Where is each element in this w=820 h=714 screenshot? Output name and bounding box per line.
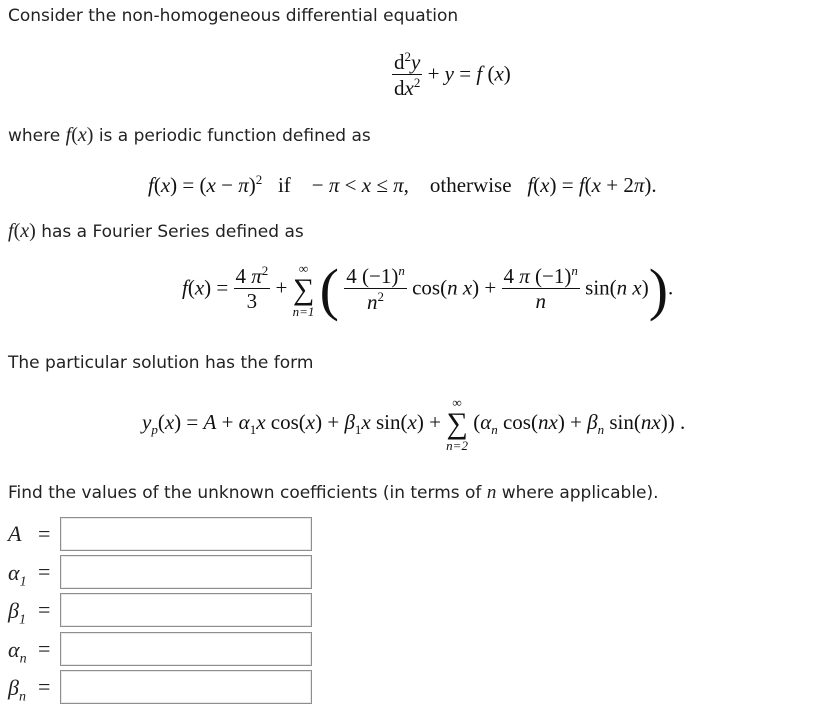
fourier-line: f(x) has a Fourier Series defined as <box>8 220 304 242</box>
answer-alpha1-input[interactable] <box>61 556 311 588</box>
equals-sign: = <box>38 521 51 546</box>
intro-text: Consider the non-homogeneous differential equation <box>8 6 459 26</box>
answer-alphan-input[interactable] <box>61 633 311 665</box>
label-alphan: $\alpha_n$ <box>8 637 27 667</box>
answer-A-field[interactable] <box>60 517 312 551</box>
answer-betan-input[interactable] <box>61 671 311 703</box>
particular-text: The particular solution has the form <box>8 353 314 373</box>
equals-sign: = <box>38 559 51 584</box>
answer-A-input[interactable] <box>61 518 311 550</box>
label-betan: $\beta_n$ <box>8 675 26 705</box>
equals-sign: = <box>38 636 51 661</box>
label-alpha1: $\alpha_1$ <box>8 560 27 590</box>
periodic-definition: $f(x) = (x - \pi)^2$ if − π < x ≤ π, otherwise f(x) = f(x + 2π). <box>148 172 657 197</box>
label-beta1: $\beta_1$ <box>8 598 26 628</box>
answer-alpha1-field[interactable] <box>60 555 312 589</box>
find-text: Find the values of the unknown coefficients (in terms of n where applicable). <box>8 482 659 503</box>
ode-equation: $\frac{d^2y}{dx^2}$ + y = f (x) <box>394 49 511 101</box>
equals-sign: = <box>38 674 51 699</box>
answer-beta1-field[interactable] <box>60 593 312 627</box>
answer-betan-field[interactable] <box>60 670 312 704</box>
answer-alphan-field[interactable] <box>60 632 312 666</box>
label-A: A <box>8 521 22 546</box>
particular-solution-equation: $y_p(x) = A + \alpha_1x$ $\cos(x) + \beta_1x$ sin(x) + ∞ ∑ n=2 ($\alpha_n$ $\cos(nx) + \beta_n$ sin(nx)) . <box>142 395 686 453</box>
equals-sign: = <box>38 597 51 622</box>
answer-beta1-input[interactable] <box>61 594 311 626</box>
where-line: where f(x) is a periodic function defined as <box>8 124 371 146</box>
fourier-series-equation: f(x) = $\frac{4 \pi^2}{3}$ + ∞ ∑ n=1 ( $\frac{4 (-1)^n}{n^2}$ cos(n x) + $\frac{4 \pi (-1)^n}{n}$ sin(n x)). <box>182 257 674 322</box>
